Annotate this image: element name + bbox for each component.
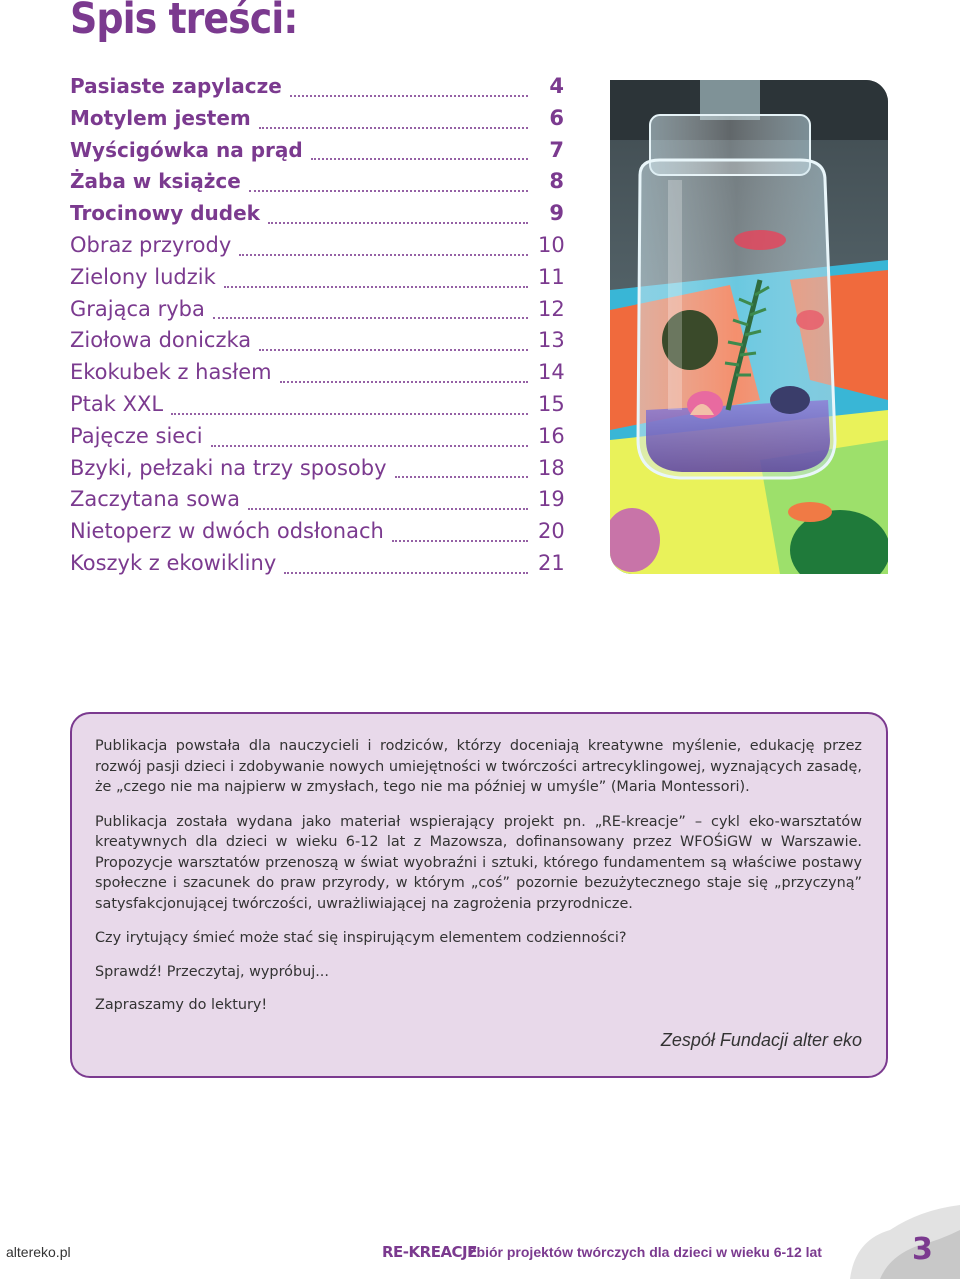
- toc-leader-dots: [259, 126, 528, 129]
- toc-leader-dots: [284, 571, 528, 574]
- toc-item-label: Motylem jestem: [70, 105, 251, 130]
- toc-item-page: 21: [538, 550, 565, 575]
- toc-item-label: Pajęcze sieci: [70, 423, 203, 448]
- toc-item-label: Zaczytana sowa: [70, 487, 241, 512]
- toc-leader-dots: [395, 475, 529, 478]
- toc-item[interactable]: [70, 233, 564, 265]
- toc-item-label: Nietoperz w dwóch odsłonach: [70, 519, 384, 544]
- info-paragraph-invite: Zapraszamy do lektury!: [95, 997, 268, 1013]
- signature: Zespół Fundacji alter eko: [660, 1030, 862, 1050]
- page-number: 3: [912, 1232, 933, 1267]
- toc-item[interactable]: [70, 169, 564, 201]
- toc-item-label: Bzyki, pełzaki na trzy sposoby: [70, 455, 387, 480]
- toc-item-page: 14: [538, 360, 565, 385]
- toc-item-label: Ptak XXL: [70, 391, 164, 416]
- toc-item-label: Wyścigówka na prąd: [70, 137, 303, 162]
- toc-item-page: 20: [538, 519, 565, 544]
- toc-item-label: Pasiaste zapylacze: [70, 74, 282, 98]
- toc-item-label: Koszyk z ekowikliny: [70, 550, 277, 575]
- toc-leader-dots: [249, 189, 528, 192]
- toc-leader-dots: [311, 157, 528, 160]
- toc-item-page: 6: [549, 105, 564, 130]
- toc-item[interactable]: [70, 487, 564, 519]
- toc-leader-dots: [280, 380, 528, 383]
- footer-url-link[interactable]: altereko.pl: [6, 1244, 71, 1260]
- toc-item[interactable]: [70, 551, 564, 583]
- toc-item[interactable]: [70, 106, 564, 138]
- toc-item[interactable]: [70, 328, 564, 360]
- toc-item-page: 9: [549, 201, 564, 226]
- toc-item-page: 16: [538, 423, 565, 448]
- table-of-contents: [70, 74, 564, 583]
- toc-item[interactable]: [70, 456, 564, 488]
- toc-item-page: 4: [549, 74, 564, 98]
- info-paragraph-question: Czy irytujący śmieć może stać się inspirującym elementem codzienności?: [95, 930, 627, 946]
- toc-item[interactable]: [70, 297, 564, 329]
- info-box: [70, 712, 888, 1078]
- footer-brand: RE-KREACJE: [382, 1243, 477, 1261]
- toc-item-page: 19: [538, 487, 565, 512]
- toc-item-page: 7: [549, 137, 564, 162]
- jar-photo: [610, 80, 888, 574]
- toc-item[interactable]: [70, 138, 564, 170]
- jar-photo-illustration: [610, 80, 888, 574]
- toc-item-label: Ziołowa doniczka: [70, 328, 252, 353]
- toc-leader-dots: [259, 348, 528, 351]
- toc-leader-dots: [268, 221, 528, 224]
- toc-leader-dots: [211, 444, 528, 447]
- info-paragraph-check: Sprawdź! Przeczytaj, wypróbuj...: [95, 963, 329, 980]
- toc-item[interactable]: [70, 424, 564, 456]
- footer-subtitle: Zbiór projektów twórczych dla dzieci w wieku 6-12 lat: [468, 1244, 822, 1260]
- info-paragraph-intro: Publikacja powstała dla nauczycieli i rodziców, którzy doceniają kreatywne myślenie, edukację przez rozwój pasji dzieci i zdobywanie nowych umiejętności w twórczości artrecyklingowej, wyznających zasadę, że „czego nie ma najpierw w zmysłach, tego nie ma później w umyśle” (Maria Montessori).: [95, 738, 862, 795]
- toc-item-page: 12: [538, 296, 565, 321]
- toc-item[interactable]: [70, 201, 564, 233]
- toc-item-label: Trocinowy dudek: [70, 201, 260, 226]
- toc-item-page: 13: [538, 328, 565, 353]
- paint-splash-decoration: [820, 1200, 960, 1279]
- toc-item-page: 18: [538, 455, 565, 480]
- toc-item-label: Obraz przyrody: [70, 232, 232, 257]
- toc-item-label: Żaba w książce: [70, 169, 241, 194]
- toc-item[interactable]: [70, 74, 564, 106]
- toc-leader-dots: [392, 539, 528, 542]
- toc-leader-dots: [248, 507, 528, 510]
- toc-leader-dots: [213, 316, 528, 319]
- toc-item[interactable]: [70, 392, 564, 424]
- toc-item-label: Ekokubek z hasłem: [70, 360, 272, 385]
- toc-leader-dots: [224, 285, 528, 288]
- toc-item-label: Zielony ludzik: [70, 264, 216, 289]
- page-title: Spis treści:: [70, 0, 298, 44]
- toc-item[interactable]: [70, 360, 564, 392]
- toc-item-page: 10: [538, 232, 565, 257]
- toc-leader-dots: [239, 253, 528, 256]
- toc-item[interactable]: [70, 265, 564, 297]
- toc-item-page: 11: [538, 264, 565, 289]
- toc-item-page: 8: [549, 169, 564, 194]
- toc-item-label: Grająca ryba: [70, 296, 205, 321]
- toc-item[interactable]: [70, 519, 564, 551]
- toc-item-page: 15: [538, 391, 565, 416]
- toc-leader-dots: [290, 94, 528, 97]
- toc-leader-dots: [171, 412, 528, 415]
- info-paragraph-project: Publikacja została wydana jako materiał wspierający projekt pn. „RE-kreacje” – cykl eko-warsztatów kreatywnych dla dzieci w wieku 6-12 lat z Mazowsza, dofinansowany przez WFOŚiGW w Warszawie. Propozycje warsztatów przenoszą w świat wyobraźni i sztuki, którego fundamentem są właściwe postawy społeczne i szacunek do praw przyrody, w którym „coś” pozornie bezużytecznego staje się „przyczyną” satysfakcjonującej twórczości, uwrażliwiającej na zagrożenia przyrodnicze.: [95, 813, 862, 912]
